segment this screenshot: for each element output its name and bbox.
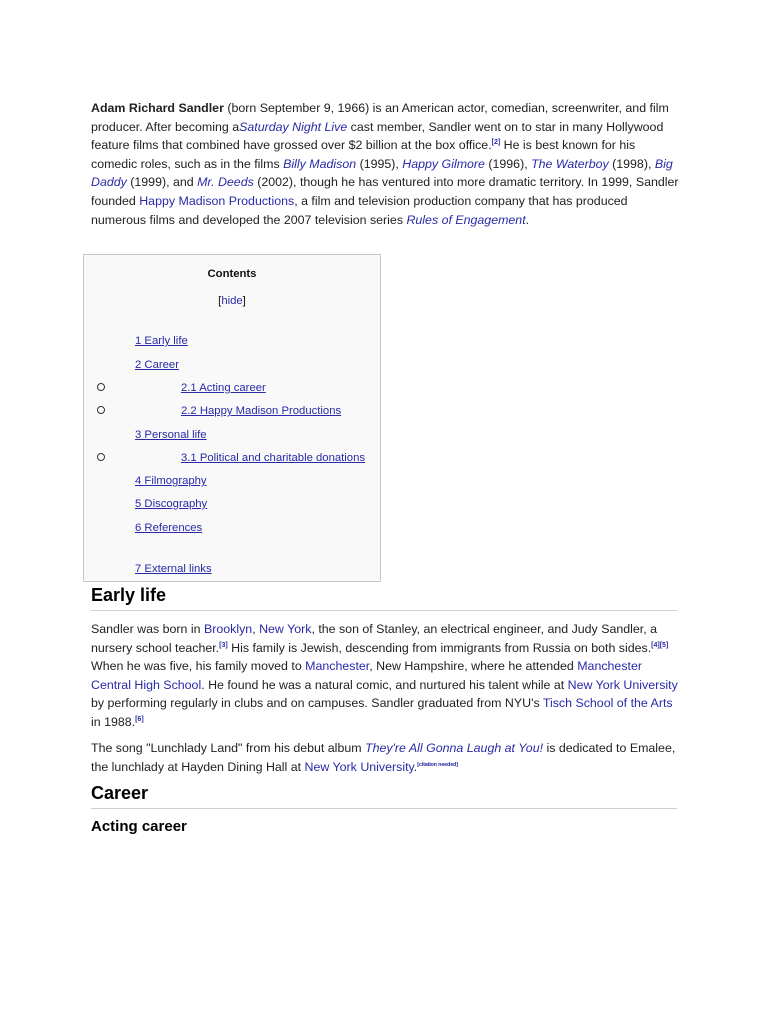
link-tisch-school-of-the-arts[interactable]: Tisch School of the Arts — [542, 696, 673, 711]
heading-acting-career: Acting career — [91, 818, 187, 835]
citation-needed[interactable]: [citation needed] — [417, 761, 458, 768]
toc-item-external-links[interactable]: 7 External links — [135, 563, 212, 575]
toc-item-acting-career[interactable]: 2.1 Acting career — [181, 382, 266, 394]
toc-hide-toggle: [hide] — [218, 295, 246, 307]
heading-early-life: Early life — [91, 584, 677, 611]
bullet-circle-icon — [97, 383, 105, 391]
link-brooklyn[interactable]: Brooklyn — [203, 622, 253, 636]
toc-item-references[interactable]: 6 References — [135, 522, 203, 534]
link-rules-of-engagement[interactable]: Rules of Engagement — [406, 212, 526, 227]
link-new-york-university[interactable]: New York University — [567, 677, 678, 692]
early-life-paragraph-1: Sandler was born in Brooklyn, New York, the son of Stanley, an electrical engineer, and Judy Sandler, a nursery school teacher.[3] His family is Jewish, descending from immigrants from Russia on both sides.[4][5] When he was five, his family moved to Manchester, New Hampshire, where he attended Manchester Central High School. He found he was a natural comic, and nurtured his talent while at New York University by performing regularly in clubs and on campuses. Sandler graduated from NYU's Tisch School of the Arts in 1988.[6] — [91, 622, 678, 729]
citation-2[interactable]: [2] — [491, 139, 501, 147]
bullet-circle-icon — [97, 453, 105, 461]
link-mr-deeds[interactable]: Mr. Deeds — [197, 175, 254, 190]
link-billy-madison[interactable]: Billy Madison — [283, 156, 357, 171]
link-album[interactable]: They're All Gonna Laugh at You! — [365, 741, 544, 755]
citation-6[interactable]: [6] — [135, 715, 144, 723]
early-life-paragraph-2: The song "Lunchlady Land" from his debut album They're All Gonna Laugh at You! is dedicated to Emalee, the lunchlady at Hayden Dining Hall at New York University.[citation needed] — [91, 741, 676, 774]
toc-item-discography[interactable]: 5 Discography — [135, 498, 208, 510]
link-the-waterboy[interactable]: The Waterboy — [531, 156, 609, 171]
toc-item-early-life[interactable]: 1 Early life — [135, 335, 188, 347]
link-big-daddy[interactable]: Big Daddy — [91, 156, 673, 190]
citation-4-5[interactable]: [4][5] — [651, 641, 669, 649]
intro-paragraph: Adam Richard Sandler (born September 9, 1966) is an American actor, comedian, screenwriter, and film producer. After becoming aSaturday Night Live cast member, Sandler went on to star in many Hollywood feature films that combined have grossed over $2 billion at the box office.[2] He is best known for his comedic roles, such as in the films Billy Madison (1995), Happy Gilmore (1996), The Waterboy (1998), Big Daddy (1999), and Mr. Deeds (2002), though he has ventured into more dramatic territory. In 1999, Sandler founded Happy Madison Productions, a film and television production company that has produced numerous films and developed the 2007 television series Rules of Engagement. — [91, 101, 679, 227]
table-of-contents — [83, 254, 381, 582]
toc-item-political-charitable-donations[interactable]: 3.1 Political and charitable donations — [181, 452, 366, 464]
bullet-circle-icon — [97, 406, 105, 414]
subject-name: Adam Richard Sandler — [91, 101, 224, 115]
toc-item-happy-madison-productions[interactable]: 2.2 Happy Madison Productions — [181, 405, 342, 417]
citation-3[interactable]: [3] — [219, 641, 228, 649]
link-new-york-university-2[interactable]: New York University — [304, 759, 414, 774]
toc-item-personal-life[interactable]: 3 Personal life — [135, 429, 207, 441]
link-manchester[interactable]: Manchester — [305, 659, 370, 674]
toc-hide-link[interactable]: hide — [221, 295, 243, 307]
toc-item-career[interactable]: 2 Career — [135, 359, 179, 371]
link-new-york[interactable]: New York — [259, 622, 312, 636]
link-manchester-central-high-school[interactable]: Manchester Central High School — [91, 659, 642, 692]
link-saturday-night-live[interactable]: Saturday Night Live — [239, 119, 348, 134]
toc-item-filmography[interactable]: 4 Filmography — [135, 475, 207, 487]
link-happy-madison-productions[interactable]: Happy Madison Productions — [139, 193, 295, 208]
heading-career: Career — [91, 782, 677, 809]
toc-title: Contents — [207, 268, 257, 280]
link-happy-gilmore[interactable]: Happy Gilmore — [402, 156, 485, 171]
